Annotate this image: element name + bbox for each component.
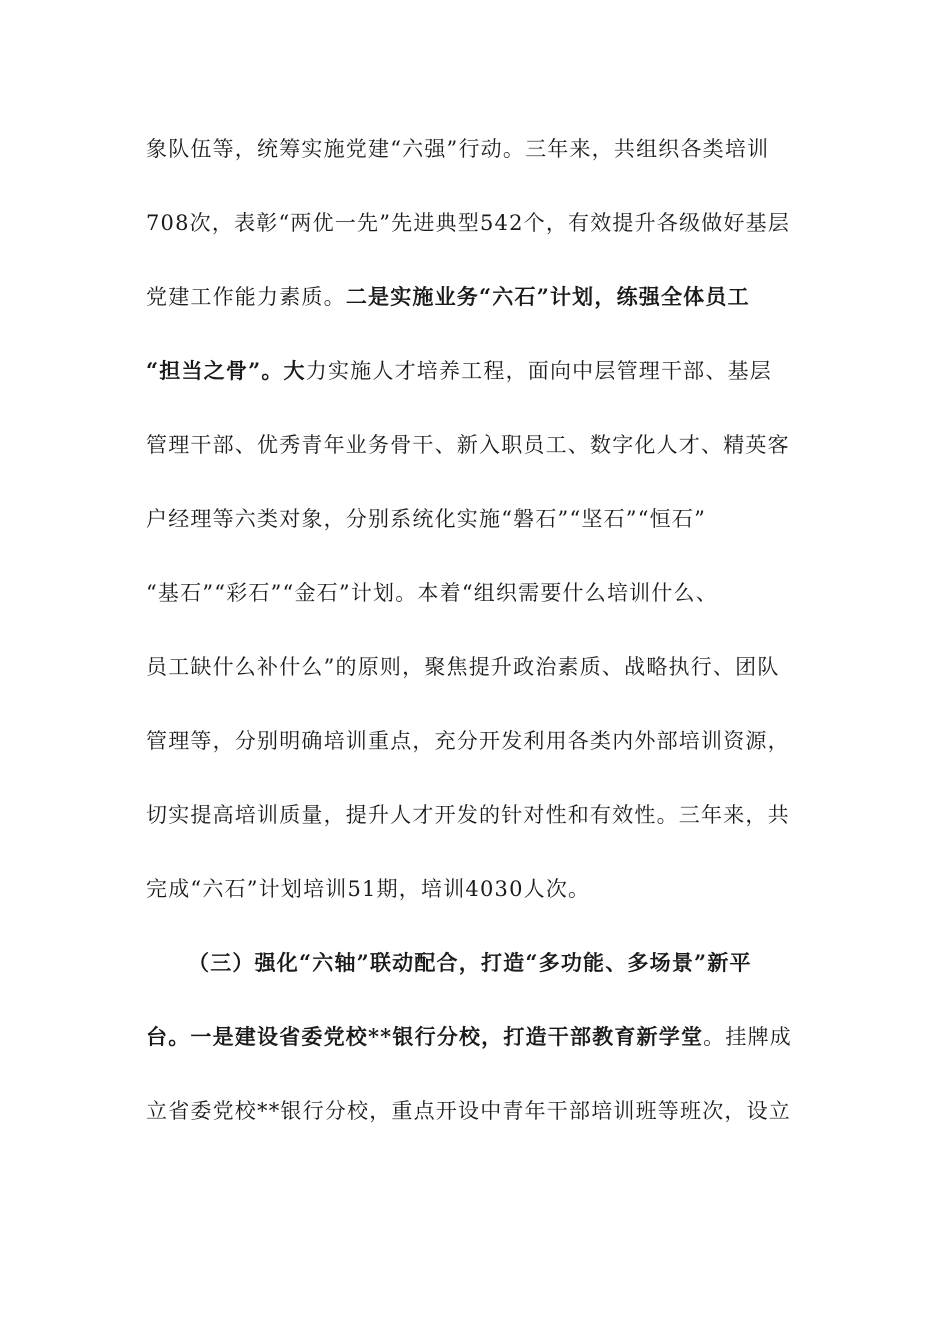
paragraph-line-11 — [146, 874, 806, 904]
section-heading-line — [188, 948, 848, 978]
text-segment: 党建工作能力素质。 — [146, 285, 346, 309]
text-segment: 管理等，分别明确培训重点，充分开发利用各类内外部培训资源， — [146, 729, 790, 753]
text-segment: 708次，表彰“两优一先”先进典型542个，有效提升各级做好基层 — [146, 211, 791, 235]
paragraph-line-14 — [146, 1096, 806, 1126]
text-segment: 切实提高培训质量，提升人才开发的针对性和有效性。三年来，共 — [146, 803, 790, 827]
paragraph-line-4 — [146, 356, 806, 386]
paragraph-line-3 — [146, 282, 806, 312]
text-segment: 象队伍等，统筹实施党建“六强”行动。三年来，共组织各类培训 — [146, 137, 770, 161]
text-segment: 管理干部、优秀青年业务骨干、新入职员工、数字化人才、精英客 — [146, 433, 790, 457]
paragraph-line-5 — [146, 430, 806, 460]
paragraph-line-8 — [146, 652, 806, 682]
text-segment: 立省委党校**银行分校，重点开设中青年干部培训班等班次，设立 — [146, 1099, 791, 1123]
paragraph-line-1 — [146, 134, 806, 164]
text-segment: 力实施人才培养工程，面向中层管理干部、基层 — [305, 359, 772, 383]
paragraph-line-7 — [146, 578, 806, 608]
bold-heading-segment: 台。一是建设省委党校**银行分校，打造干部教育新学堂 — [146, 1024, 704, 1049]
paragraph-line-2 — [146, 208, 806, 238]
text-segment: 。挂牌成 — [703, 1025, 792, 1049]
section-heading-text: （三）强化“六轴”联动配合，打造“多功能、多场景”新平 — [188, 950, 752, 975]
text-segment: 户经理等六类对象，分别系统化实施“磐石”“坚石”“恒石” — [146, 507, 707, 531]
bold-heading-segment: “担当之骨”。大 — [146, 358, 306, 383]
paragraph-line-10 — [146, 800, 806, 830]
bold-heading-segment: 二是实施业务“六石”计划，练强全体员工 — [345, 284, 750, 309]
text-segment: “基石”“彩石”“金石”计划。本着“组织需要什么培训什么、 — [146, 581, 718, 605]
text-segment: 完成“六石”计划培训51期，培训4030人次。 — [146, 877, 591, 901]
paragraph-line-6 — [146, 504, 806, 534]
paragraph-line-9 — [146, 726, 806, 756]
text-segment: 员工缺什么补什么”的原则，聚焦提升政治素质、战略执行、团队 — [146, 655, 780, 679]
paragraph-line-13 — [146, 1022, 806, 1052]
